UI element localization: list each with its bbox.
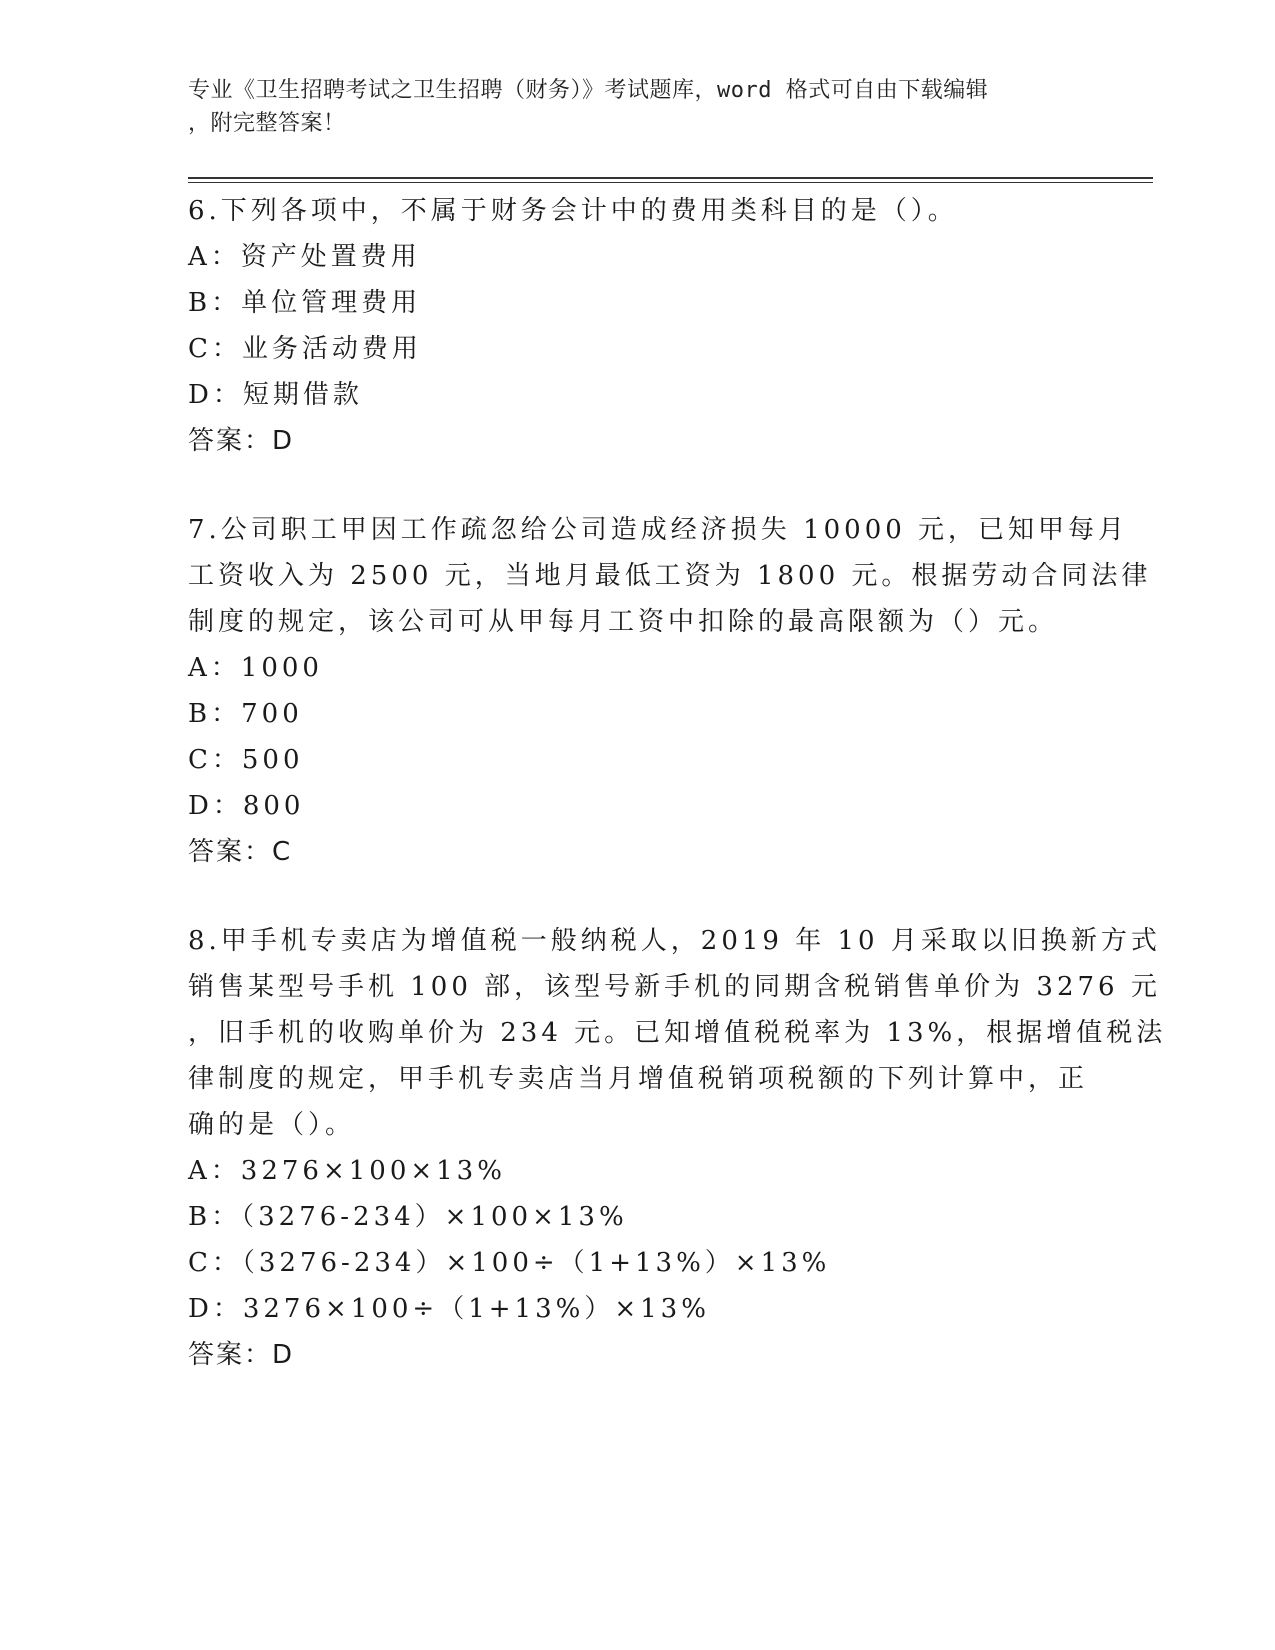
question-stem-line: 8.甲手机专卖店为增值税一般纳税人，2019 年 10 月采取以旧换新方式	[188, 926, 1161, 956]
answer-label: 答案：D	[188, 1340, 295, 1370]
question-stem-line: 确的是（）。	[188, 1110, 356, 1140]
question-7	[188, 507, 1152, 875]
question-stem-line: 销售某型号手机 100 部，该型号新手机的同期含税销售单价为 3276 元	[188, 972, 1161, 1002]
question-stem-line: 7.公司职工甲因工作疏忽给公司造成经济损失 10000 元，已知甲每月	[188, 515, 1129, 545]
header-divider-thick	[188, 177, 1153, 179]
option-d: D：800	[188, 791, 305, 821]
header-line-1: 专业《卫生招聘考试之卫生招聘（财务）》考试题库，word 格式可自由下载编辑	[188, 78, 989, 103]
option-c: C：500	[188, 745, 304, 775]
option-a: A：1000	[188, 653, 323, 683]
document-header	[188, 74, 1068, 140]
option-b: B：700	[188, 699, 303, 729]
question-stem-line: 制度的规定，该公司可从甲每月工资中扣除的最高限额为（）元。	[188, 607, 1059, 637]
option-d: D：短期借款	[188, 380, 363, 410]
answer-label: 答案：D	[188, 426, 295, 456]
question-stem-line: 6.下列各项中，不属于财务会计中的费用类科目的是（）。	[188, 196, 958, 226]
option-b: B：单位管理费用	[188, 288, 422, 318]
option-a: A：资产处置费用	[188, 242, 421, 272]
option-d: D：3276×100÷（1+13%）×13%	[188, 1294, 710, 1324]
option-c: C：（3276-234）×100÷（1+13%）×13%	[188, 1248, 831, 1278]
answer-label: 答案：C	[188, 837, 293, 867]
header-divider-thin	[188, 182, 1153, 183]
question-stem-line: ，旧手机的收购单价为 234 元。已知增值税税率为 13%，根据增值税法	[188, 1018, 1167, 1048]
option-b: B：（3276-234）×100×13%	[188, 1202, 628, 1232]
option-c: C：业务活动费用	[188, 334, 422, 364]
question-stem-line: 律制度的规定，甲手机专卖店当月增值税销项税额的下列计算中，正	[188, 1064, 1089, 1094]
question-stem-line: 工资收入为 2500 元，当地月最低工资为 1800 元。根据劳动合同法律	[188, 561, 1152, 591]
header-line-2: ，附完整答案！	[188, 111, 346, 136]
question-6	[188, 188, 1088, 464]
option-a: A：3276×100×13%	[188, 1156, 506, 1186]
question-8	[188, 918, 1167, 1378]
